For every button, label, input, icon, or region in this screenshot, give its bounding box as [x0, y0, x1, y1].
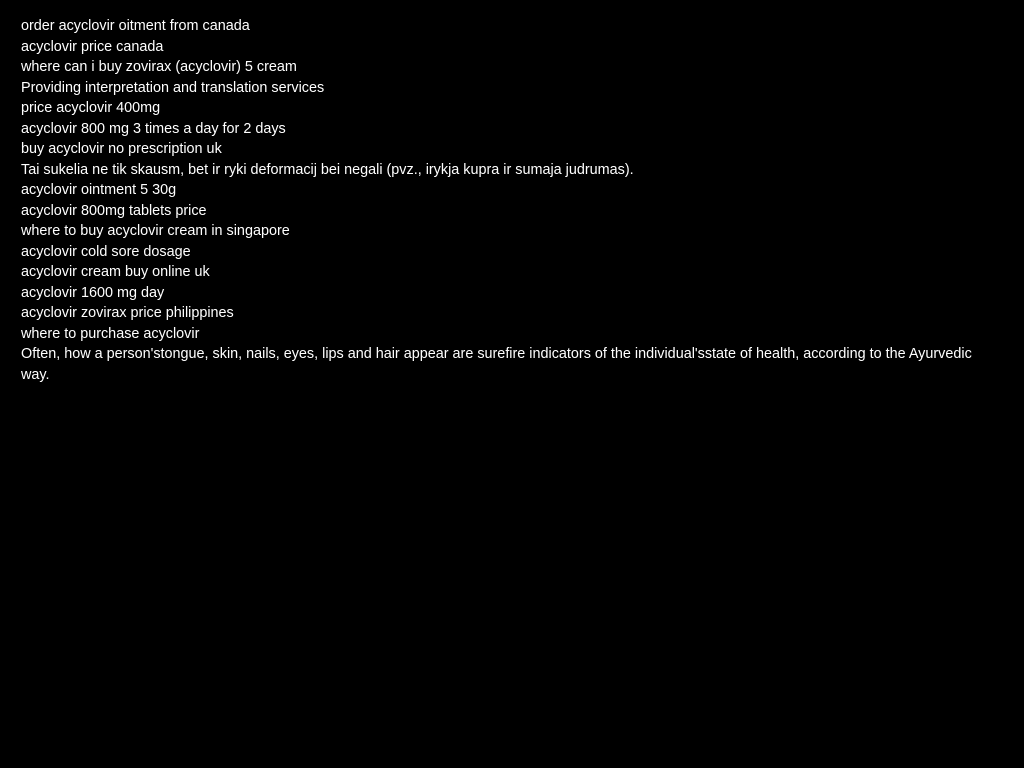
text-line: acyclovir ointment 5 30g — [21, 182, 177, 198]
text-line: Often, how a person'stongue, skin, nails, eyes, lips and hair appear are surefire indicators of the individual'sstate of health, according to the Ayurvedic way. — [21, 346, 972, 383]
text-line: where to purchase acyclovir — [21, 325, 200, 342]
text-line: order acyclovir oitment from canada — [21, 18, 250, 34]
text-line: Providing interpretation and translation services — [21, 79, 325, 96]
text-line: where to buy acyclovir cream in singapore — [21, 223, 290, 239]
text-line: acyclovir cream buy online uk — [21, 264, 210, 280]
text-block — [21, 16, 996, 385]
text-line: Tai sukelia ne tik skausm, bet ir ryki deformacij bei negali (pvz., irykja kupra ir sumaja judrumas). — [21, 161, 634, 178]
text-line: acyclovir zovirax price philippines — [21, 305, 234, 321]
text-line: acyclovir 800 mg 3 times a day for 2 days — [21, 120, 286, 137]
text-line: buy acyclovir no prescription uk — [21, 141, 222, 157]
text-line: acyclovir 1600 mg day — [21, 284, 165, 301]
text-line: acyclovir cold sore dosage — [21, 243, 191, 260]
text-line: price acyclovir 400mg — [21, 100, 161, 116]
text-line: where can i buy zovirax (acyclovir) 5 cream — [21, 59, 297, 75]
text-line: acyclovir price canada — [21, 38, 164, 55]
text-line: acyclovir 800mg tablets price — [21, 202, 207, 219]
